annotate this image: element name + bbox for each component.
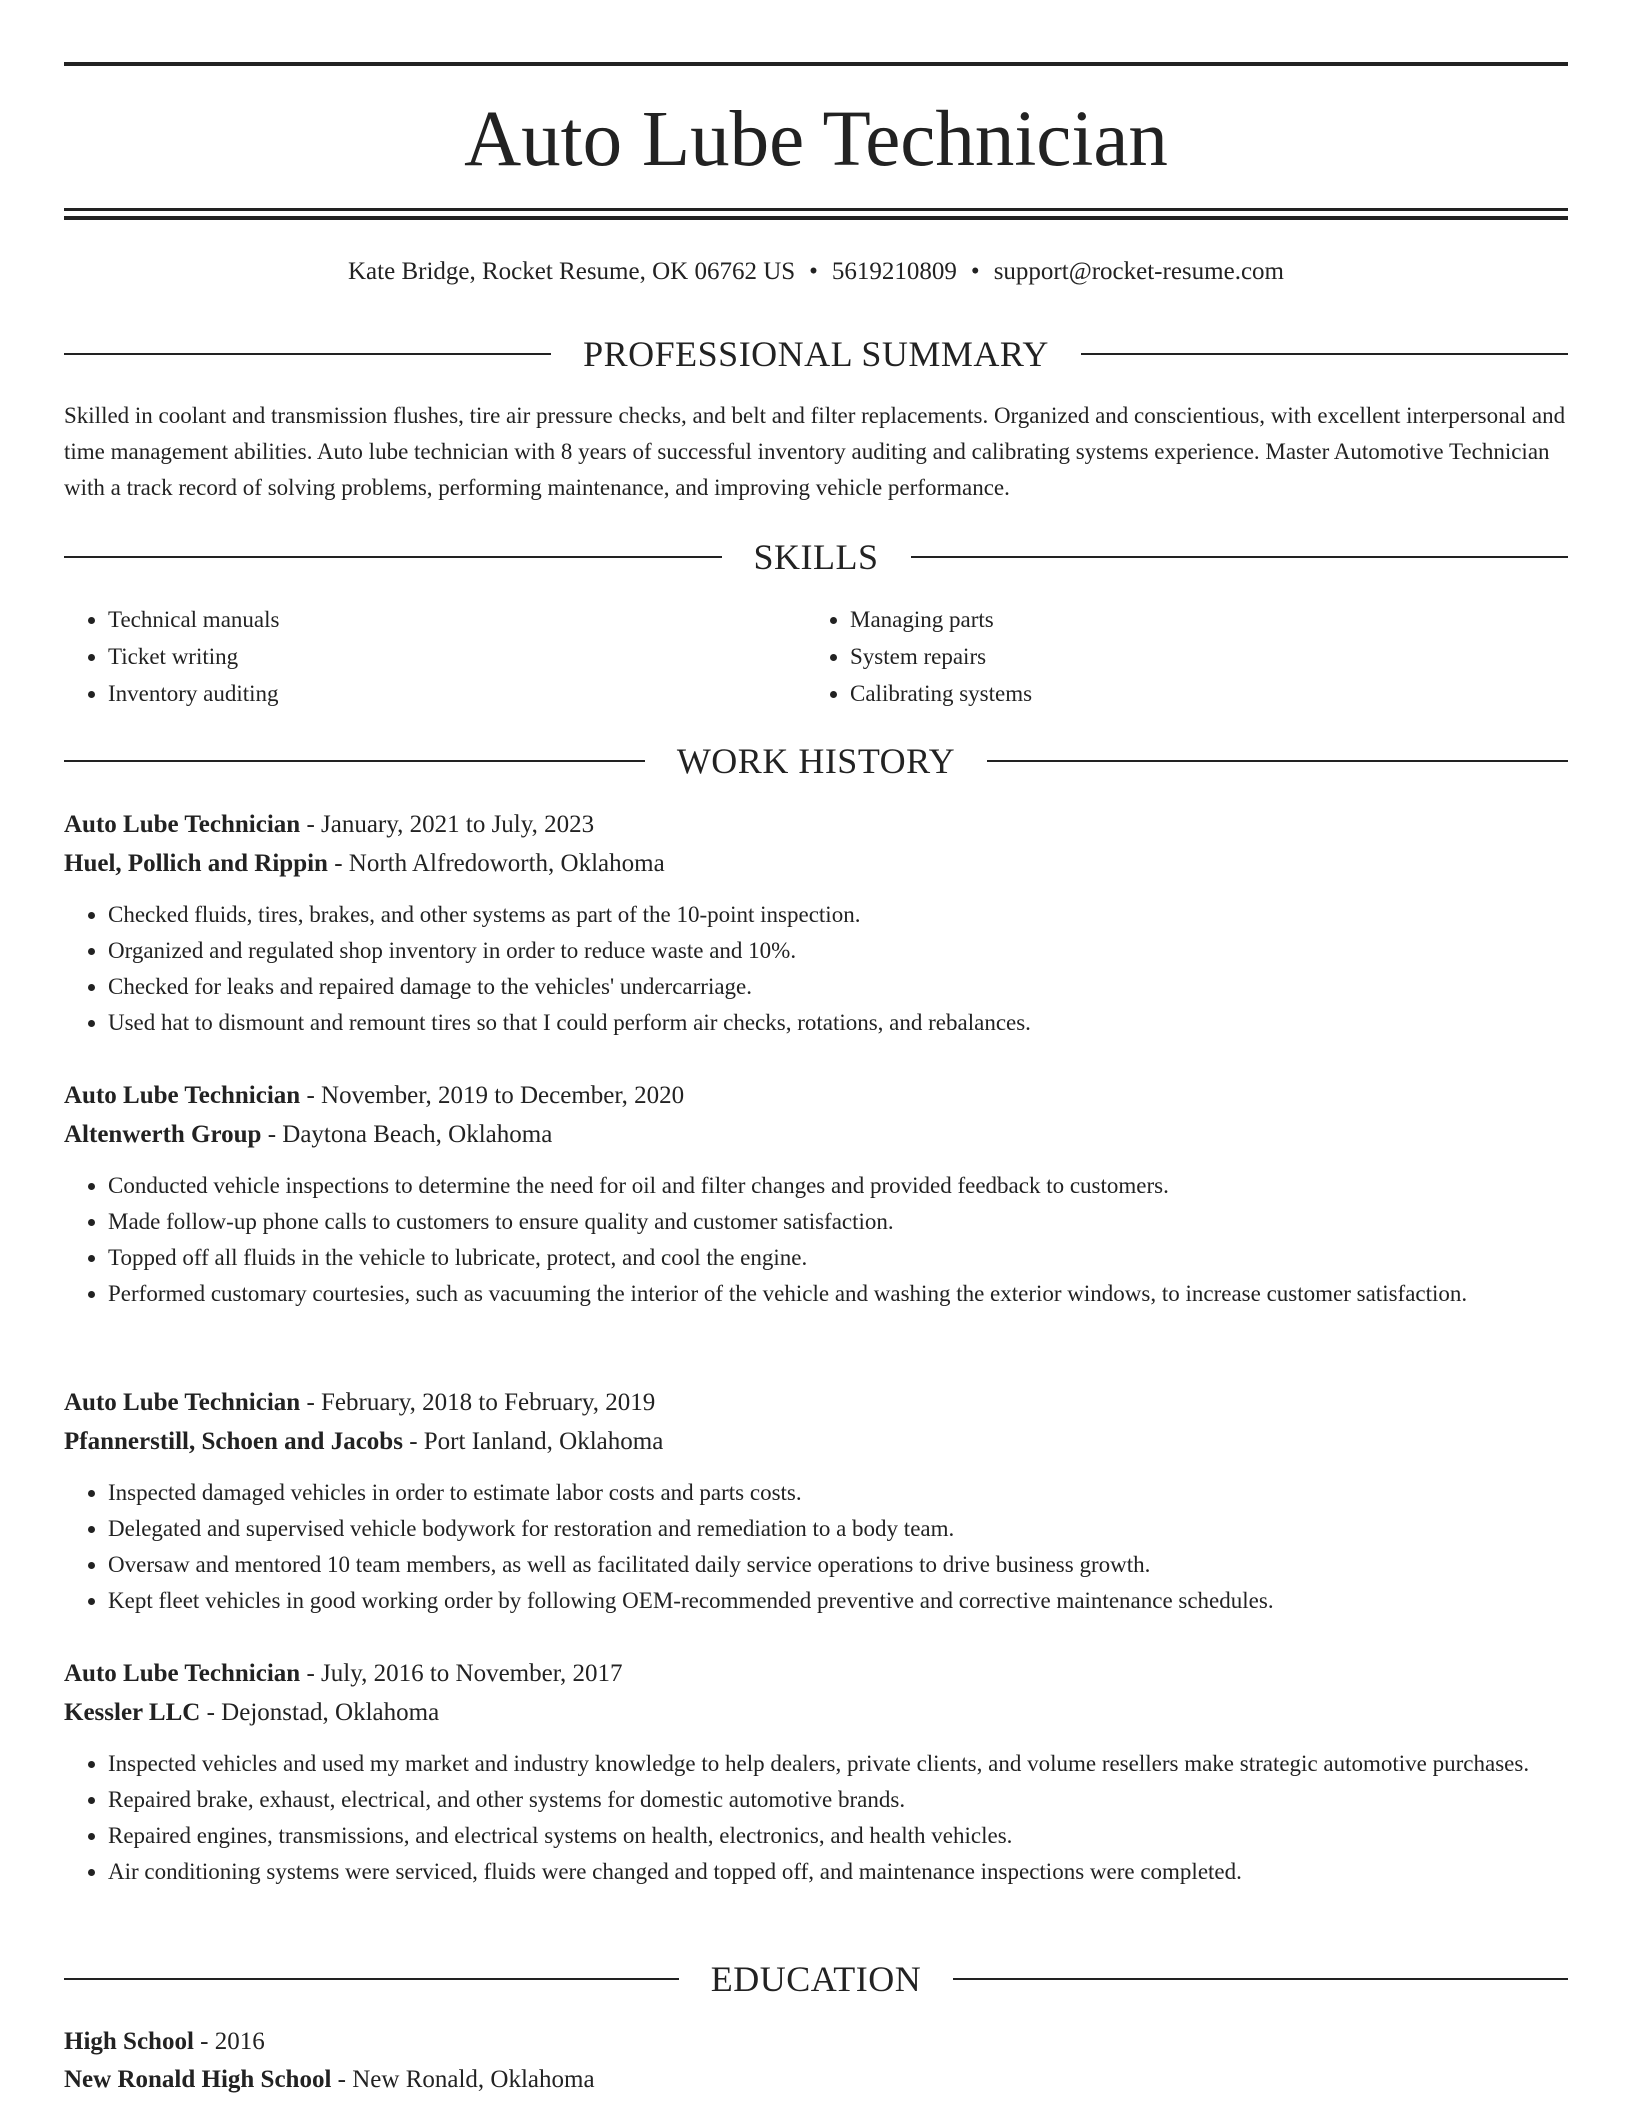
title-double-rule <box>64 208 1568 220</box>
job-location: - Port Ianland, Oklahoma <box>402 1428 664 1455</box>
heading-rule <box>64 353 551 355</box>
skill-item: • Calibrating systems <box>850 675 1548 712</box>
job-bullet: • Checked for leaks and repaired damage to the vehicles' undercarriage. <box>108 969 1568 1005</box>
contact-line <box>64 255 1568 289</box>
heading-rule <box>953 1978 1568 1980</box>
education-degree-line <box>64 2023 1568 2061</box>
job-bullet: • Performed customary courtesies, such as vacuuming the interior of the vehicle and washing the exterior windows, to increase customer satisfaction. <box>108 1276 1568 1312</box>
job-title-line <box>64 806 1568 844</box>
job-company: Kessler LLC <box>64 1699 201 1726</box>
section-heading-education <box>64 1957 1568 2001</box>
job-bullet: • Repaired brake, exhaust, electrical, and other systems for domestic automotive brands. <box>108 1782 1568 1818</box>
job-bullets <box>64 897 1568 1041</box>
job-bullet: • Checked fluids, tires, brakes, and other systems as part of the 10-point inspection. <box>108 897 1568 933</box>
top-rule <box>64 62 1568 66</box>
job-bullets <box>64 1168 1568 1312</box>
skill-item: • Inventory auditing <box>108 675 806 712</box>
section-title: SKILLS <box>753 537 879 577</box>
education-location: - New Ronald, Oklahoma <box>331 2066 595 2093</box>
section-heading-skills <box>64 535 1568 579</box>
job-dates: - July, 2016 to November, 2017 <box>300 1660 623 1687</box>
job-bullet: • Inspected vehicles and used my market and industry knowledge to help dealers, private clients, and volume resellers make strategic automotive purchases. <box>108 1746 1568 1782</box>
job-company: Huel, Pollich and Rippin <box>64 850 328 877</box>
education-school: New Ronald High School <box>64 2066 332 2093</box>
summary-text: Skilled in coolant and transmission flushes, tire air pressure checks, and belt and filter replacements. Organized and conscientious, with excellent interpersonal and time management abilities. Auto lube technician with 8 years of successful inventory auditing and calibrating systems experience. Master Automotive Technician with a track record of solving problems, performing maintenance, and improving vehicle performance. <box>64 403 1566 500</box>
job-company-line <box>64 1694 1568 1732</box>
job-company: Altenwerth Group <box>64 1121 262 1148</box>
job-title: Auto Lube Technician <box>64 1082 301 1109</box>
job-bullets <box>64 1475 1568 1619</box>
job-title: Auto Lube Technician <box>64 811 301 838</box>
job-entry <box>64 1384 1568 1619</box>
job-entry <box>64 806 1568 1041</box>
job-company-line <box>64 1116 1568 1154</box>
section-heading-summary <box>64 332 1568 376</box>
section-title: PROFESSIONAL SUMMARY <box>583 334 1049 374</box>
heading-rule <box>987 760 1568 762</box>
job-company: Pfannerstill, Schoen and Jacobs <box>64 1428 403 1455</box>
job-title: Auto Lube Technician <box>64 1389 301 1416</box>
job-title-line <box>64 1384 1568 1422</box>
job-bullet: • Oversaw and mentored 10 team members, as well as facilitated daily service operations to drive business growth. <box>108 1547 1568 1583</box>
heading-rule <box>64 556 722 558</box>
job-bullet: • Used hat to dismount and remount tires so that I could perform air checks, rotations, and rebalances. <box>108 1005 1568 1041</box>
job-bullet: • Topped off all fluids in the vehicle to lubricate, protect, and cool the engine. <box>108 1240 1568 1276</box>
heading-rule <box>911 556 1569 558</box>
job-location: - Dejonstad, Oklahoma <box>200 1699 440 1726</box>
contact-phone: 5619210809 <box>831 258 957 285</box>
heading-rule <box>1081 353 1568 355</box>
contact-address: Kate Bridge, Rocket Resume, OK 06762 US <box>348 258 796 285</box>
job-bullets <box>64 1746 1568 1890</box>
job-bullet: • Delegated and supervised vehicle bodywork for restoration and remediation to a body team. <box>108 1511 1568 1547</box>
skills-list <box>64 601 1568 712</box>
job-title: Auto Lube Technician <box>64 1660 301 1687</box>
job-location: - North Alfredoworth, Oklahoma <box>327 850 665 877</box>
contact-separator: • <box>809 258 818 285</box>
education-school-line <box>64 2061 1568 2099</box>
contact-email: support@rocket-resume.com <box>993 258 1284 285</box>
skills-column-right <box>806 601 1548 712</box>
job-bullet: • Conducted vehicle inspections to determine the need for oil and filter changes and provided feedback to customers. <box>108 1168 1568 1204</box>
job-company-line <box>64 1423 1568 1461</box>
job-title-line <box>64 1655 1568 1693</box>
heading-rule <box>64 1978 679 1980</box>
skill-item: • Ticket writing <box>108 638 806 675</box>
job-bullet: • Inspected damaged vehicles in order to estimate labor costs and parts costs. <box>108 1475 1568 1511</box>
job-company-line <box>64 845 1568 883</box>
heading-rule <box>64 760 645 762</box>
job-entry <box>64 1655 1568 1890</box>
education-entry <box>64 2023 1568 2099</box>
education-year: - 2016 <box>193 2028 265 2055</box>
skill-item: • Technical manuals <box>108 601 806 638</box>
job-title-line <box>64 1077 1568 1115</box>
job-bullet: • Organized and regulated shop inventory in order to reduce waste and 10%. <box>108 933 1568 969</box>
skills-column-left <box>64 601 806 712</box>
job-bullet: • Made follow-up phone calls to customers to ensure quality and customer satisfaction. <box>108 1204 1568 1240</box>
education-degree: High School <box>64 2028 194 2055</box>
job-dates: - February, 2018 to February, 2019 <box>300 1389 656 1416</box>
job-entry <box>64 1077 1568 1312</box>
resume-title: Auto Lube Technician <box>464 96 1168 183</box>
section-title: EDUCATION <box>710 1959 922 1999</box>
skill-item: • Managing parts <box>850 601 1548 638</box>
job-location: - Daytona Beach, Oklahoma <box>261 1121 553 1148</box>
job-bullet: • Air conditioning systems were serviced, fluids were changed and topped off, and maintenance inspections were completed. <box>108 1854 1568 1890</box>
job-dates: - November, 2019 to December, 2020 <box>300 1082 685 1109</box>
job-dates: - January, 2021 to July, 2023 <box>300 811 595 838</box>
section-heading-work <box>64 739 1568 783</box>
section-title: WORK HISTORY <box>676 741 956 781</box>
contact-separator: • <box>970 258 980 285</box>
skill-item: • System repairs <box>850 638 1548 675</box>
job-bullet: • Kept fleet vehicles in good working order by following OEM-recommended preventive and corrective maintenance schedules. <box>108 1583 1568 1619</box>
job-bullet: • Repaired engines, transmissions, and electrical systems on health, electronics, and health vehicles. <box>108 1818 1568 1854</box>
